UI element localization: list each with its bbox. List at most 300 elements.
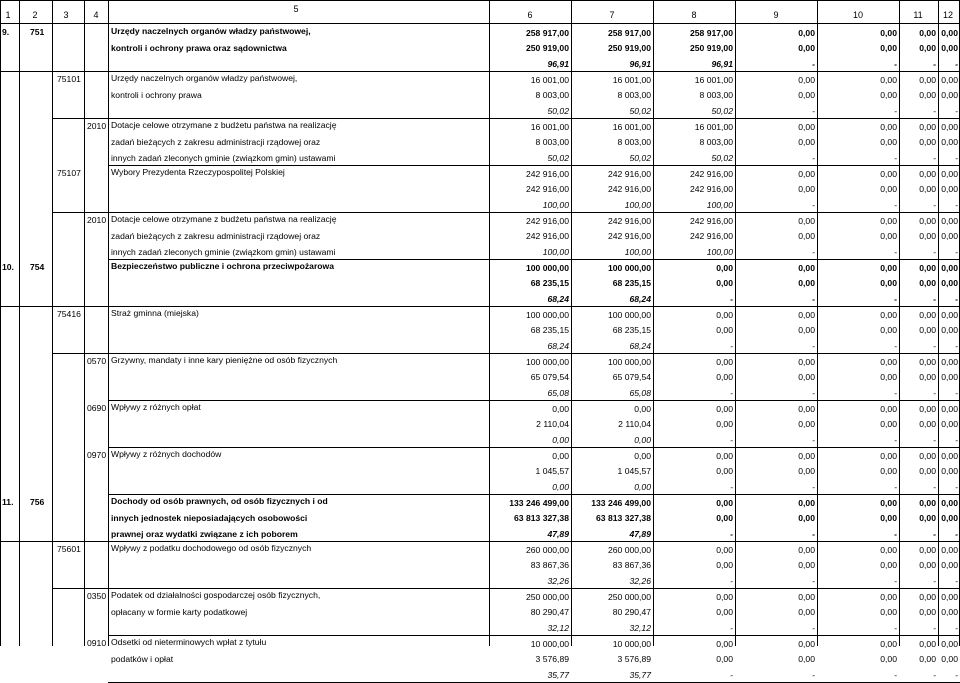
amount-cell: -	[955, 59, 958, 70]
amount-cell: -	[894, 341, 897, 352]
amount-cell: 250 000,00	[607, 592, 651, 602]
amount-cell: 0,00	[941, 419, 958, 430]
amount-cell: 0,00	[798, 404, 815, 414]
amount-cell: 0,00	[941, 122, 958, 132]
amount-cell: -	[812, 59, 815, 70]
amount-cell: 16 001,00	[530, 122, 569, 132]
amount-cell: -	[955, 153, 958, 164]
amount-cell: 0,00	[941, 404, 958, 414]
amount-cell: 0,00	[941, 43, 958, 54]
amount-cell: 0,00	[880, 28, 897, 38]
amount-cell: -	[933, 435, 936, 446]
amount-cell: 96,91	[629, 59, 651, 70]
column-number-header: 3	[63, 10, 69, 20]
amount-cell: 0,00	[919, 90, 936, 101]
section-code: 754	[30, 262, 45, 272]
paragraph-code: 0970	[87, 450, 107, 460]
amount-cell: 0,00	[880, 639, 897, 649]
amount-cell: 65 079,54	[530, 372, 569, 383]
amount-cell: 0,00	[880, 231, 897, 242]
amount-cell: 0,00	[880, 545, 897, 555]
rule-h	[108, 259, 960, 260]
amount-cell: 8 003,00	[699, 90, 733, 101]
amount-cell: -	[812, 576, 815, 587]
amount-cell: 0,00	[919, 592, 936, 602]
amount-cell: -	[730, 388, 733, 399]
description-line: Bezpieczeństwo publiczne i ochrona przeciwpożarowa	[111, 261, 335, 271]
rule-h	[108, 635, 960, 636]
description-line: Grzywny, mandaty i inne kary pieniężne od osób fizycznych	[111, 355, 338, 365]
amount-cell: 68,24	[629, 294, 651, 305]
amount-cell: -	[955, 576, 958, 587]
rule-h	[52, 212, 960, 213]
amount-cell: 0,00	[798, 310, 815, 320]
amount-cell: -	[894, 294, 897, 305]
amount-cell: 0,00	[798, 498, 815, 508]
amount-cell: 0,00	[716, 592, 733, 602]
amount-cell: -	[955, 200, 958, 211]
section-code: 756	[30, 497, 45, 507]
amount-cell: 0,00	[919, 184, 936, 195]
amount-cell: 100,00	[624, 247, 651, 258]
amount-cell: 0,00	[552, 482, 569, 493]
amount-cell: 0,00	[941, 310, 958, 320]
amount-cell: -	[730, 435, 733, 446]
amount-cell: 8 003,00	[699, 137, 733, 148]
amount-cell: -	[933, 106, 936, 117]
amount-cell: 0,00	[941, 498, 958, 508]
amount-cell: 16 001,00	[694, 75, 733, 85]
amount-cell: 0,00	[941, 184, 958, 195]
amount-cell: 0,00	[919, 498, 936, 508]
amount-cell: 100 000,00	[525, 310, 569, 320]
amount-cell: 0,00	[919, 216, 936, 226]
amount-cell: 0,00	[716, 466, 733, 477]
amount-cell: 133 246 499,00	[591, 498, 651, 508]
amount-cell: 0,00	[880, 357, 897, 367]
amount-cell: 0,00	[798, 122, 815, 132]
amount-cell: 10 000,00	[530, 639, 569, 649]
amount-cell: 0,00	[919, 75, 936, 85]
amount-cell: 0,00	[880, 310, 897, 320]
amount-cell: 0,00	[716, 278, 733, 289]
amount-cell: 0,00	[798, 90, 815, 101]
rule-v	[489, 0, 490, 646]
amount-cell: -	[933, 247, 936, 258]
amount-cell: -	[894, 529, 897, 540]
amount-cell: 0,00	[880, 184, 897, 195]
amount-cell: 0,00	[919, 419, 936, 430]
amount-cell: -	[933, 388, 936, 399]
amount-cell: 68 235,15	[612, 278, 651, 289]
amount-cell: 0,00	[941, 75, 958, 85]
description-line: Podatek od działalności gospodarczej osób fizycznych,	[111, 590, 321, 600]
amount-cell: -	[955, 623, 958, 634]
amount-cell: 0,00	[880, 466, 897, 477]
amount-cell: 0,00	[880, 90, 897, 101]
amount-cell: -	[955, 106, 958, 117]
amount-cell: 0,00	[919, 231, 936, 242]
amount-cell: -	[894, 388, 897, 399]
rule-v	[938, 0, 939, 646]
amount-cell: 0,00	[716, 545, 733, 555]
amount-cell: -	[955, 529, 958, 540]
amount-cell: 0,00	[716, 639, 733, 649]
amount-cell: 32,12	[547, 623, 569, 634]
amount-cell: 0,00	[798, 28, 815, 38]
amount-cell: -	[933, 153, 936, 164]
amount-cell: 0,00	[919, 451, 936, 461]
amount-cell: 242 916,00	[607, 231, 651, 242]
amount-cell: -	[730, 623, 733, 634]
amount-cell: -	[955, 388, 958, 399]
amount-cell: 0,00	[634, 482, 651, 493]
rule-h	[0, 541, 960, 542]
amount-cell: 242 916,00	[525, 216, 569, 226]
amount-cell: 100 000,00	[607, 263, 651, 273]
amount-cell: -	[894, 59, 897, 70]
description-line: Straż gminna (miejska)	[111, 308, 199, 318]
rule-v	[108, 0, 109, 646]
column-number-header: 4	[93, 10, 99, 20]
amount-cell: -	[812, 529, 815, 540]
amount-cell: 0,00	[634, 451, 651, 461]
description-line: Wpływy z różnych dochodów	[111, 449, 222, 459]
amount-cell: -	[933, 200, 936, 211]
amount-cell: 0,00	[798, 654, 815, 665]
amount-cell: -	[894, 482, 897, 493]
amount-cell: 0,00	[716, 654, 733, 665]
amount-cell: 258 917,00	[525, 28, 569, 38]
amount-cell: -	[730, 482, 733, 493]
amount-cell: 16 001,00	[612, 122, 651, 132]
amount-cell: 242 916,00	[689, 169, 733, 179]
column-number-header: 8	[691, 10, 697, 20]
amount-cell: 0,00	[716, 419, 733, 430]
amount-cell: 0,00	[880, 592, 897, 602]
amount-cell: -	[955, 670, 958, 681]
amount-cell: 0,00	[880, 278, 897, 289]
amount-cell: 0,00	[919, 466, 936, 477]
amount-cell: 0,00	[798, 639, 815, 649]
description-line: Dochody od osób prawnych, od osób fizycznych i od	[111, 496, 328, 506]
amount-cell: 242 916,00	[607, 184, 651, 195]
amount-cell: -	[933, 59, 936, 70]
rule-v	[19, 0, 20, 646]
amount-cell: -	[730, 670, 733, 681]
amount-cell: 0,00	[798, 545, 815, 555]
amount-cell: 83 867,36	[530, 560, 569, 571]
amount-cell: 0,00	[798, 466, 815, 477]
description-line: podatków i opłat	[111, 653, 174, 664]
amount-cell: 0,00	[552, 404, 569, 414]
amount-cell: 0,00	[941, 28, 958, 38]
amount-cell: -	[933, 670, 936, 681]
amount-cell: 0,00	[716, 560, 733, 571]
description-line: Urzędy naczelnych organów władzy państwowej,	[111, 26, 311, 36]
amount-cell: 0,00	[941, 451, 958, 461]
amount-cell: 133 246 499,00	[509, 498, 569, 508]
column-number-header: 10	[852, 10, 863, 20]
amount-cell: 0,00	[880, 513, 897, 524]
amount-cell: 96,91	[711, 59, 733, 70]
amount-cell: 0,00	[919, 137, 936, 148]
amount-cell: 32,26	[547, 576, 569, 587]
amount-cell: -	[894, 670, 897, 681]
amount-cell: 0,00	[880, 263, 897, 273]
amount-cell: -	[894, 106, 897, 117]
paragraph-code: 0690	[87, 403, 107, 413]
amount-cell: 68,24	[547, 341, 569, 352]
amount-cell: 0,00	[880, 451, 897, 461]
amount-cell: 242 916,00	[607, 169, 651, 179]
amount-cell: 0,00	[798, 451, 815, 461]
amount-cell: -	[933, 623, 936, 634]
amount-cell: 96,91	[547, 59, 569, 70]
amount-cell: 0,00	[798, 372, 815, 383]
amount-cell: 0,00	[919, 607, 936, 618]
column-number-header: 5	[293, 4, 299, 14]
amount-cell: 50,02	[547, 153, 569, 164]
amount-cell: 0,00	[919, 28, 936, 38]
amount-cell: 260 000,00	[607, 545, 651, 555]
amount-cell: 3 576,89	[535, 654, 569, 665]
column-number-header: 6	[527, 10, 533, 20]
amount-cell: -	[730, 576, 733, 587]
rule-h	[0, 306, 960, 307]
description-line: Odsetki od nieterminowych wpłat z tytułu	[111, 637, 267, 647]
amount-cell: -	[933, 576, 936, 587]
description-line: zadań bieżących z zakresu administracji rządowej oraz	[111, 230, 321, 241]
amount-cell: 32,12	[629, 623, 651, 634]
description-line: zadań bieżących z zakresu administracji rządowej oraz	[111, 136, 321, 147]
rule-h	[108, 447, 960, 448]
paragraph-code: 0350	[87, 591, 107, 601]
amount-cell: 68 235,15	[530, 278, 569, 289]
rule-h	[0, 23, 960, 24]
amount-cell: 2 110,04	[536, 419, 569, 430]
amount-cell: 0,00	[798, 169, 815, 179]
amount-cell: 100,00	[542, 247, 569, 258]
column-number-header: 9	[773, 10, 779, 20]
amount-cell: -	[933, 482, 936, 493]
column-number-header: 1	[5, 10, 11, 20]
amount-cell: 50,02	[547, 106, 569, 117]
amount-cell: -	[894, 153, 897, 164]
amount-cell: 100,00	[542, 200, 569, 211]
rule-v	[0, 0, 1, 646]
rule-h	[108, 494, 960, 495]
amount-cell: 0,00	[880, 43, 897, 54]
amount-cell: 0,00	[798, 607, 815, 618]
amount-cell: 0,00	[941, 357, 958, 367]
amount-cell: 1 045,57	[535, 466, 569, 477]
amount-cell: 0,00	[941, 560, 958, 571]
paragraph-code: 0570	[87, 356, 107, 366]
amount-cell: 0,00	[716, 513, 733, 524]
paragraph-code: 2010	[87, 121, 107, 131]
amount-cell: -	[730, 294, 733, 305]
amount-cell: 0,00	[941, 231, 958, 242]
amount-cell: 0,00	[880, 498, 897, 508]
amount-cell: 0,00	[798, 278, 815, 289]
amount-cell: -	[812, 106, 815, 117]
amount-cell: 50,02	[711, 153, 733, 164]
amount-cell: 50,02	[629, 106, 651, 117]
amount-cell: 65,08	[629, 388, 651, 399]
amount-cell: 63 813 327,38	[596, 513, 651, 524]
description-line: Wpływy z różnych opłat	[111, 402, 201, 412]
amount-cell: 47,89	[547, 529, 569, 540]
amount-cell: 68 235,15	[612, 325, 651, 336]
rule-v	[899, 0, 900, 646]
column-number-header: 2	[32, 10, 38, 20]
description-line: kontroli i ochrony prawa	[111, 89, 202, 100]
amount-cell: 0,00	[941, 545, 958, 555]
amount-cell: 0,00	[880, 654, 897, 665]
amount-cell: 0,00	[798, 231, 815, 242]
amount-cell: 0,00	[798, 513, 815, 524]
amount-cell: 0,00	[941, 216, 958, 226]
amount-cell: 35,77	[629, 670, 651, 681]
amount-cell: 0,00	[919, 325, 936, 336]
amount-cell: 0,00	[919, 404, 936, 414]
amount-cell: 100,00	[706, 200, 733, 211]
amount-cell: 100,00	[624, 200, 651, 211]
amount-cell: 68,24	[629, 341, 651, 352]
rule-v	[653, 0, 654, 646]
amount-cell: 8 003,00	[535, 137, 569, 148]
amount-cell: 0,00	[941, 639, 958, 649]
amount-cell: 0,00	[634, 435, 651, 446]
description-line: Dotacje celowe otrzymane z budżetu państwa na realizację	[111, 120, 337, 130]
amount-cell: -	[730, 529, 733, 540]
amount-cell: -	[812, 482, 815, 493]
amount-cell: 0,00	[919, 560, 936, 571]
column-number-header: 7	[609, 10, 615, 20]
amount-cell: 250 919,00	[689, 43, 733, 54]
amount-cell: -	[894, 200, 897, 211]
amount-cell: 0,00	[798, 263, 815, 273]
amount-cell: 0,00	[941, 169, 958, 179]
amount-cell: -	[955, 247, 958, 258]
amount-cell: 242 916,00	[607, 216, 651, 226]
amount-cell: 68 235,15	[530, 325, 569, 336]
amount-cell: 0,00	[880, 122, 897, 132]
amount-cell: 50,02	[711, 106, 733, 117]
amount-cell: 8 003,00	[617, 137, 651, 148]
amount-cell: 0,00	[919, 513, 936, 524]
amount-cell: 0,00	[716, 310, 733, 320]
amount-cell: 0,00	[941, 654, 958, 665]
amount-cell: 260 000,00	[525, 545, 569, 555]
amount-cell: 10 000,00	[612, 639, 651, 649]
amount-cell: 0,00	[880, 419, 897, 430]
amount-cell: 0,00	[552, 435, 569, 446]
amount-cell: 16 001,00	[694, 122, 733, 132]
amount-cell: 16 001,00	[530, 75, 569, 85]
rule-h	[0, 0, 960, 1]
amount-cell: 0,00	[798, 184, 815, 195]
amount-cell: 250 919,00	[525, 43, 569, 54]
rule-h	[52, 588, 960, 589]
rule-h	[52, 353, 960, 354]
amount-cell: 32,26	[629, 576, 651, 587]
chapter-code: 75101	[57, 74, 81, 84]
amount-cell: 0,00	[941, 592, 958, 602]
amount-cell: -	[812, 153, 815, 164]
amount-cell: 0,00	[941, 466, 958, 477]
amount-cell: 0,00	[919, 122, 936, 132]
amount-cell: 100 000,00	[607, 310, 651, 320]
amount-cell: -	[933, 341, 936, 352]
amount-cell: 0,00	[919, 357, 936, 367]
amount-cell: 100 000,00	[525, 263, 569, 273]
amount-cell: 242 916,00	[689, 216, 733, 226]
description-line: Wybory Prezydenta Rzeczypospolitej Polskiej	[111, 167, 285, 177]
amount-cell: -	[812, 200, 815, 211]
amount-cell: 0,00	[552, 451, 569, 461]
description-line: innych jednostek nieposiadających osobowości	[111, 512, 308, 523]
amount-cell: 0,00	[941, 263, 958, 273]
amount-cell: 242 916,00	[525, 231, 569, 242]
rule-v	[84, 0, 85, 646]
row-number: 9.	[2, 27, 10, 37]
amount-cell: 83 867,36	[612, 560, 651, 571]
amount-cell: 0,00	[798, 75, 815, 85]
amount-cell: 0,00	[919, 310, 936, 320]
column-number-header: 12	[942, 10, 953, 20]
rule-h	[108, 165, 960, 166]
amount-cell: 63 813 327,38	[514, 513, 569, 524]
amount-cell: 0,00	[919, 278, 936, 289]
amount-cell: 47,89	[629, 529, 651, 540]
amount-cell: 50,02	[629, 153, 651, 164]
amount-cell: 65 079,54	[612, 372, 651, 383]
amount-cell: 242 916,00	[525, 184, 569, 195]
rule-v	[52, 0, 53, 646]
amount-cell: 242 916,00	[689, 184, 733, 195]
amount-cell: 258 917,00	[607, 28, 651, 38]
amount-cell: 0,00	[880, 137, 897, 148]
amount-cell: 2 110,04	[618, 419, 651, 430]
amount-cell: -	[812, 341, 815, 352]
column-number-header: 11	[913, 10, 923, 20]
amount-cell: 0,00	[919, 639, 936, 649]
amount-cell: -	[894, 623, 897, 634]
amount-cell: 0,00	[941, 90, 958, 101]
amount-cell: 0,00	[798, 137, 815, 148]
description-line: opłacany w formie karty podatkowej	[111, 606, 248, 617]
amount-cell: -	[894, 576, 897, 587]
amount-cell: 0,00	[798, 216, 815, 226]
amount-cell: 65,08	[547, 388, 569, 399]
amount-cell: 0,00	[919, 372, 936, 383]
amount-cell: 0,00	[880, 216, 897, 226]
rule-v	[571, 0, 572, 646]
amount-cell: 0,00	[798, 357, 815, 367]
amount-cell: 258 917,00	[689, 28, 733, 38]
amount-cell: 0,00	[716, 498, 733, 508]
amount-cell: 0,00	[941, 513, 958, 524]
rule-h	[0, 71, 960, 72]
amount-cell: 35,77	[547, 670, 569, 681]
amount-cell: -	[955, 341, 958, 352]
amount-cell: -	[812, 247, 815, 258]
amount-cell: 250 919,00	[607, 43, 651, 54]
amount-cell: 0,00	[919, 263, 936, 273]
amount-cell: 0,00	[941, 278, 958, 289]
